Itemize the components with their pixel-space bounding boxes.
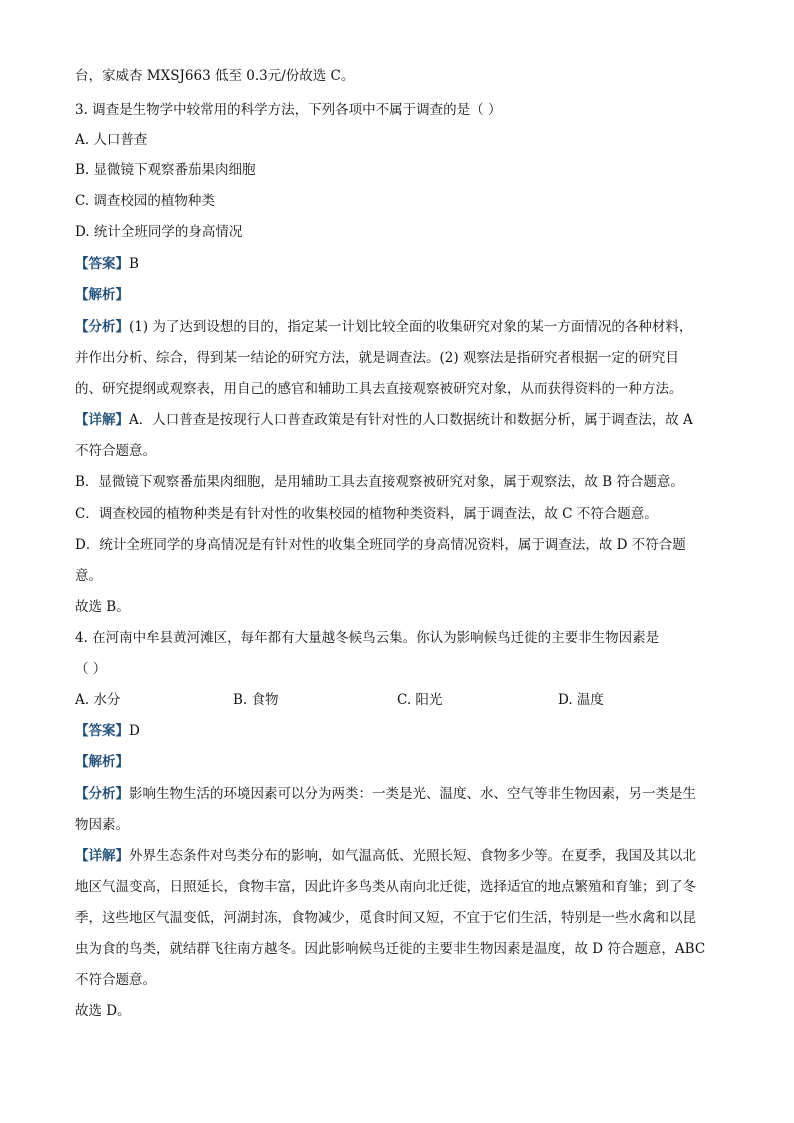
question-4-stem-line-2: （ ） (75, 661, 107, 677)
question-3-option-d: D. 统计全班同学的身高情况 (75, 224, 243, 240)
answer-value: B (129, 256, 139, 272)
question-4-xiangjie-line-5: 不符合题意。 (75, 972, 156, 988)
question-3-fenxi-line-3: 的、研究提纲或观察表，用自己的感官和辅助工具去直接观察被研究对象，从而获得资料的一种方法。 (75, 381, 683, 397)
question-3-analysis-tag (75, 285, 734, 305)
question-4-option-d: D. 温度 (558, 692, 604, 708)
question-4-xiangjie-line-3: 季，这些地区气温变低，河湖封冻，食物减少，觅食时间又短，不宜于它们生活，特别是一些水禽和以昆 (75, 910, 696, 926)
question-3-stem: 3. 调查是生物学中较常用的科学方法，下列各项中不属于调查的是（ ） (75, 102, 502, 118)
xiangjie-tag: 【详解】 (75, 412, 129, 428)
question-4-xiangjie-line-2: 地区气温变高，日照延长，食物丰富，因此许多鸟类从南向北迁徙，选择适宜的地点繁殖和育雏；到了冬 (75, 879, 696, 895)
question-3-fenxi-line-2: 并作出分析、综合，得到某一结论的研究方法，就是调查法。(2) 观察法是指研究者根据一定的研究目 (75, 350, 679, 366)
question-4-option-b: B. 食物 (233, 692, 279, 708)
question-3-xiangjie-line-4: C．调查校园的植物种类是有针对性的收集校园的植物种类资料，属于调查法，故 C 不符合题意。 (75, 506, 658, 522)
fenxi-text: (1) 为了达到设想的目的，指定某一计划比较全面的收集研究对象的某一方面情况的各种材料， (129, 319, 693, 335)
question-3-option-a: A. 人口普查 (75, 132, 148, 148)
question-3-xiangjie-line-1 (75, 410, 734, 430)
question-4-fenxi-line-1 (75, 784, 734, 804)
xiangjie-tag: 【详解】 (75, 848, 129, 864)
xiangjie-text: 外界生态条件对鸟类分布的影响，如气温高低、光照长短、食物多少等。在夏季，我国及其以北 (129, 848, 696, 864)
question-4-option-c: C. 阳光 (397, 692, 443, 708)
question-3-option-b: B. 显微镜下观察番茄果肉细胞 (75, 162, 256, 178)
fenxi-text: 影响生物生活的环境因素可以分为两类：一类是光、温度、水、空气等非生物因素，另一类是生 (129, 786, 696, 802)
question-3-fenxi-line-1 (75, 317, 734, 337)
question-4-analysis-tag (75, 752, 734, 772)
xiangjie-text: A．人口普查是按现行人口普查政策是有针对性的人口数据统计和数据分析，属于调查法，故 A (129, 412, 693, 428)
question-3-xiangjie-line-5: D．统计全班同学的身高情况是有针对性的收集全班同学的身高情况资料，属于调查法，故 D 不符合题 (75, 537, 686, 553)
fenxi-tag: 【分析】 (75, 319, 129, 335)
analysis-tag: 【解析】 (75, 287, 129, 303)
question-3-option-c: C. 调查校园的植物种类 (75, 193, 215, 209)
question-4-conclusion: 故选 D。 (75, 1003, 131, 1019)
question-4-fenxi-line-2: 物因素。 (75, 817, 129, 833)
question-4-stem-line-1: 4. 在河南中牟县黄河滩区，每年都有大量越冬候鸟云集。你认为影响候鸟迁徙的主要非生物因素是 (75, 630, 660, 646)
answer-tag: 【答案】 (75, 723, 129, 739)
analysis-tag: 【解析】 (75, 754, 129, 770)
answer-value: D (129, 723, 140, 739)
question-3-answer (75, 254, 734, 274)
question-3-xiangjie-line-3: B．显微镜下观察番茄果肉细胞，是用辅助工具去直接观察被研究对象，属于观察法，故 B 符合题意。 (75, 474, 684, 490)
question-3-xiangjie-line-6: 意。 (75, 568, 102, 584)
question-4-xiangjie-line-1 (75, 846, 734, 866)
question-4-xiangjie-line-4: 虫为食的鸟类，就结群飞往南方越冬。因此影响候鸟迁徙的主要非生物因素是温度，故 D 符合题意，ABC (75, 941, 706, 957)
question-3-xiangjie-line-2: 不符合题意。 (75, 443, 156, 459)
question-3-conclusion: 故选 B。 (75, 599, 130, 615)
question-4-answer (75, 721, 734, 741)
answer-tag: 【答案】 (75, 256, 129, 272)
question-4-options (75, 690, 734, 710)
fenxi-tag: 【分析】 (75, 786, 129, 802)
question-4-option-a: A. 水分 (75, 692, 121, 708)
text-line: 台，家威杏 MXSJ663 低至 0.3元/份故选 C。 (75, 68, 355, 84)
